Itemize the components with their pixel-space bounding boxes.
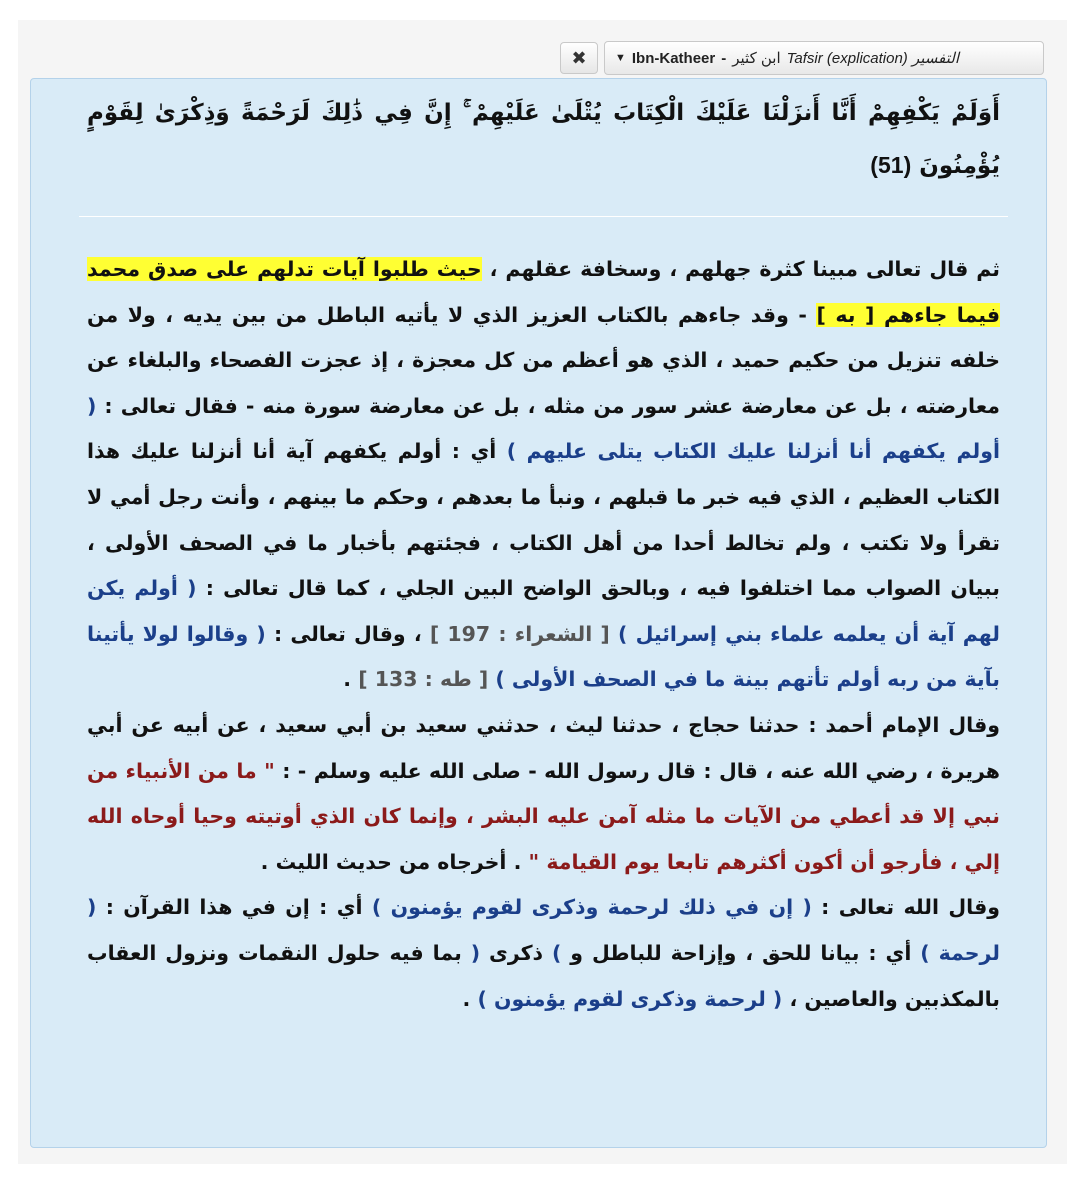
quran-quote: ( وقالوا لولا يأتينا بآية من ربه أولم تأتهم بينة ما في الصحف الأولى ): [87, 621, 1000, 692]
text-segment: ثم قال تعالى مبينا كثرة جهلهم ، وسخافة عقلهم ،: [481, 257, 1000, 281]
tafsir-separator: -: [721, 49, 727, 67]
divider: [79, 216, 1008, 217]
highlighted-text: حيث طلبوا آيات تدلهم على صدق محمد فيما جاءهم [ به ]: [87, 257, 1001, 327]
text-segment: وقال الله تعالى :: [811, 895, 1000, 920]
ayah-number: (51): [870, 152, 912, 178]
text-segment: ذكرى: [480, 940, 552, 965]
quran-quote: ( أولم يكفهم أنا أنزلنا عليك الكتاب يتلى عليهم ): [87, 393, 1001, 464]
text-segment: أي : أولم يكفهم آية أنا أنزلنا عليك هذا الكتاب العظيم ، الذي فيه خبر ما قبلهم ، ونبأ ما بعدهم ، وحكم ما بينهم ، وأنت رجل أمي لا تقرأ ولا تكتب ، ولم تخالط أحدا من أهل الكتاب ، فجئتهم بأخبار ما في الصحف الأولى ، ببيان الصواب مما اختلفوا فيه ، وبالحق الواضح البين الجلي ، كما قال تعالى :: [87, 439, 1000, 601]
surah-reference: [ طه : 133 ]: [358, 667, 496, 692]
text-segment: أي : بيانا للحق ، وإزاحة للباطل و: [561, 940, 921, 965]
text-segment: بما فيه حلول النقمات ونزول العقاب بالمكذبين والعاصين ،: [87, 940, 1000, 1011]
ayah-text: [87, 87, 1000, 192]
tafsir-description: Tafsir (explication) التفسير: [786, 50, 960, 67]
tafsir-paragraph-1: [87, 247, 1000, 703]
hadith-quote: " ما من الأنبياء من نبي إلا قد أعطي من الآيات ما مثله آمن عليه البشر ، وإنما كان الذي أوتيته وحيا أوحاه الله إلي ، فأرجو أن أكون أكثرهم تابعا يوم القيامة ": [87, 758, 1000, 874]
ayah-arabic: أَوَلَمْ يَكْفِهِمْ أَنَّا أَنزَلْنَا عَلَيْكَ الْكِتَابَ يُتْلَىٰ عَلَيْهِمْ ۚ إِنَّ فِي ذَٰلِكَ لَرَحْمَةً وَذِكْرَىٰ لِقَوْمٍ يُؤْمِنُونَ: [87, 100, 1000, 179]
surah-reference: [ الشعراء : 197 ]: [429, 621, 618, 646]
text-segment: ، وقال تعالى :: [265, 621, 430, 646]
close-button[interactable]: [560, 42, 598, 74]
text-segment: .: [462, 986, 478, 1011]
text-segment: - وقد جاءهم بالكتاب العزيز الذي لا يأتيه الباطل من بين يديه ، ولا من خلفه تنزيل من حكيم حميد ، الذي هو أعظم من كل معجزة ، إذ عجزت الفصحاء والبلغاء عن معارضته ، بل عن معارضة عشر سور من مثله ، بل عن معارضة سورة منه - فقال تعالى :: [87, 302, 1000, 418]
tafsir-arabic-name: ابن كثير: [732, 50, 781, 67]
tafsir-name: Ibn-Katheer: [631, 49, 716, 67]
caret-down-icon: ▼: [615, 52, 626, 64]
text-segment: وقال الإمام أحمد : حدثنا حجاج ، حدثنا ليث ، حدثني سعيد بن أبي سعيد ، عن أبيه عن أبي هريرة ، رضي الله عنه ، قال : قال رسول الله - صلى الله عليه وسلم - :: [87, 712, 1000, 783]
quran-quote: ( إن في ذلك لرحمة وذكرى لقوم يؤمنون ): [371, 895, 812, 920]
tafsir-paragraph-2: [87, 703, 1000, 885]
text-segment: أي : إن في هذا القرآن :: [96, 895, 372, 920]
quran-quote: ): [551, 940, 562, 965]
tafsir-toolbar: [560, 40, 1044, 76]
tafsir-panel: [30, 78, 1047, 1148]
tafsir-content: [87, 87, 1000, 1022]
quran-quote: ( لرحمة ): [87, 895, 1000, 965]
text-segment: . أخرجاه من حديث الليث .: [260, 849, 529, 874]
quran-quote: ( أولم يكن لهم آية أن يعلمه علماء بني إسرائيل ): [87, 576, 1001, 646]
text-segment: .: [343, 667, 359, 692]
close-icon: ✖: [571, 47, 587, 69]
quran-quote: (: [470, 940, 481, 965]
tafsir-selector[interactable]: [604, 41, 1044, 75]
tafsir-paragraph-3: [87, 885, 1000, 1022]
quran-quote: ( لرحمة وذكرى لقوم يؤمنون ): [477, 986, 783, 1011]
